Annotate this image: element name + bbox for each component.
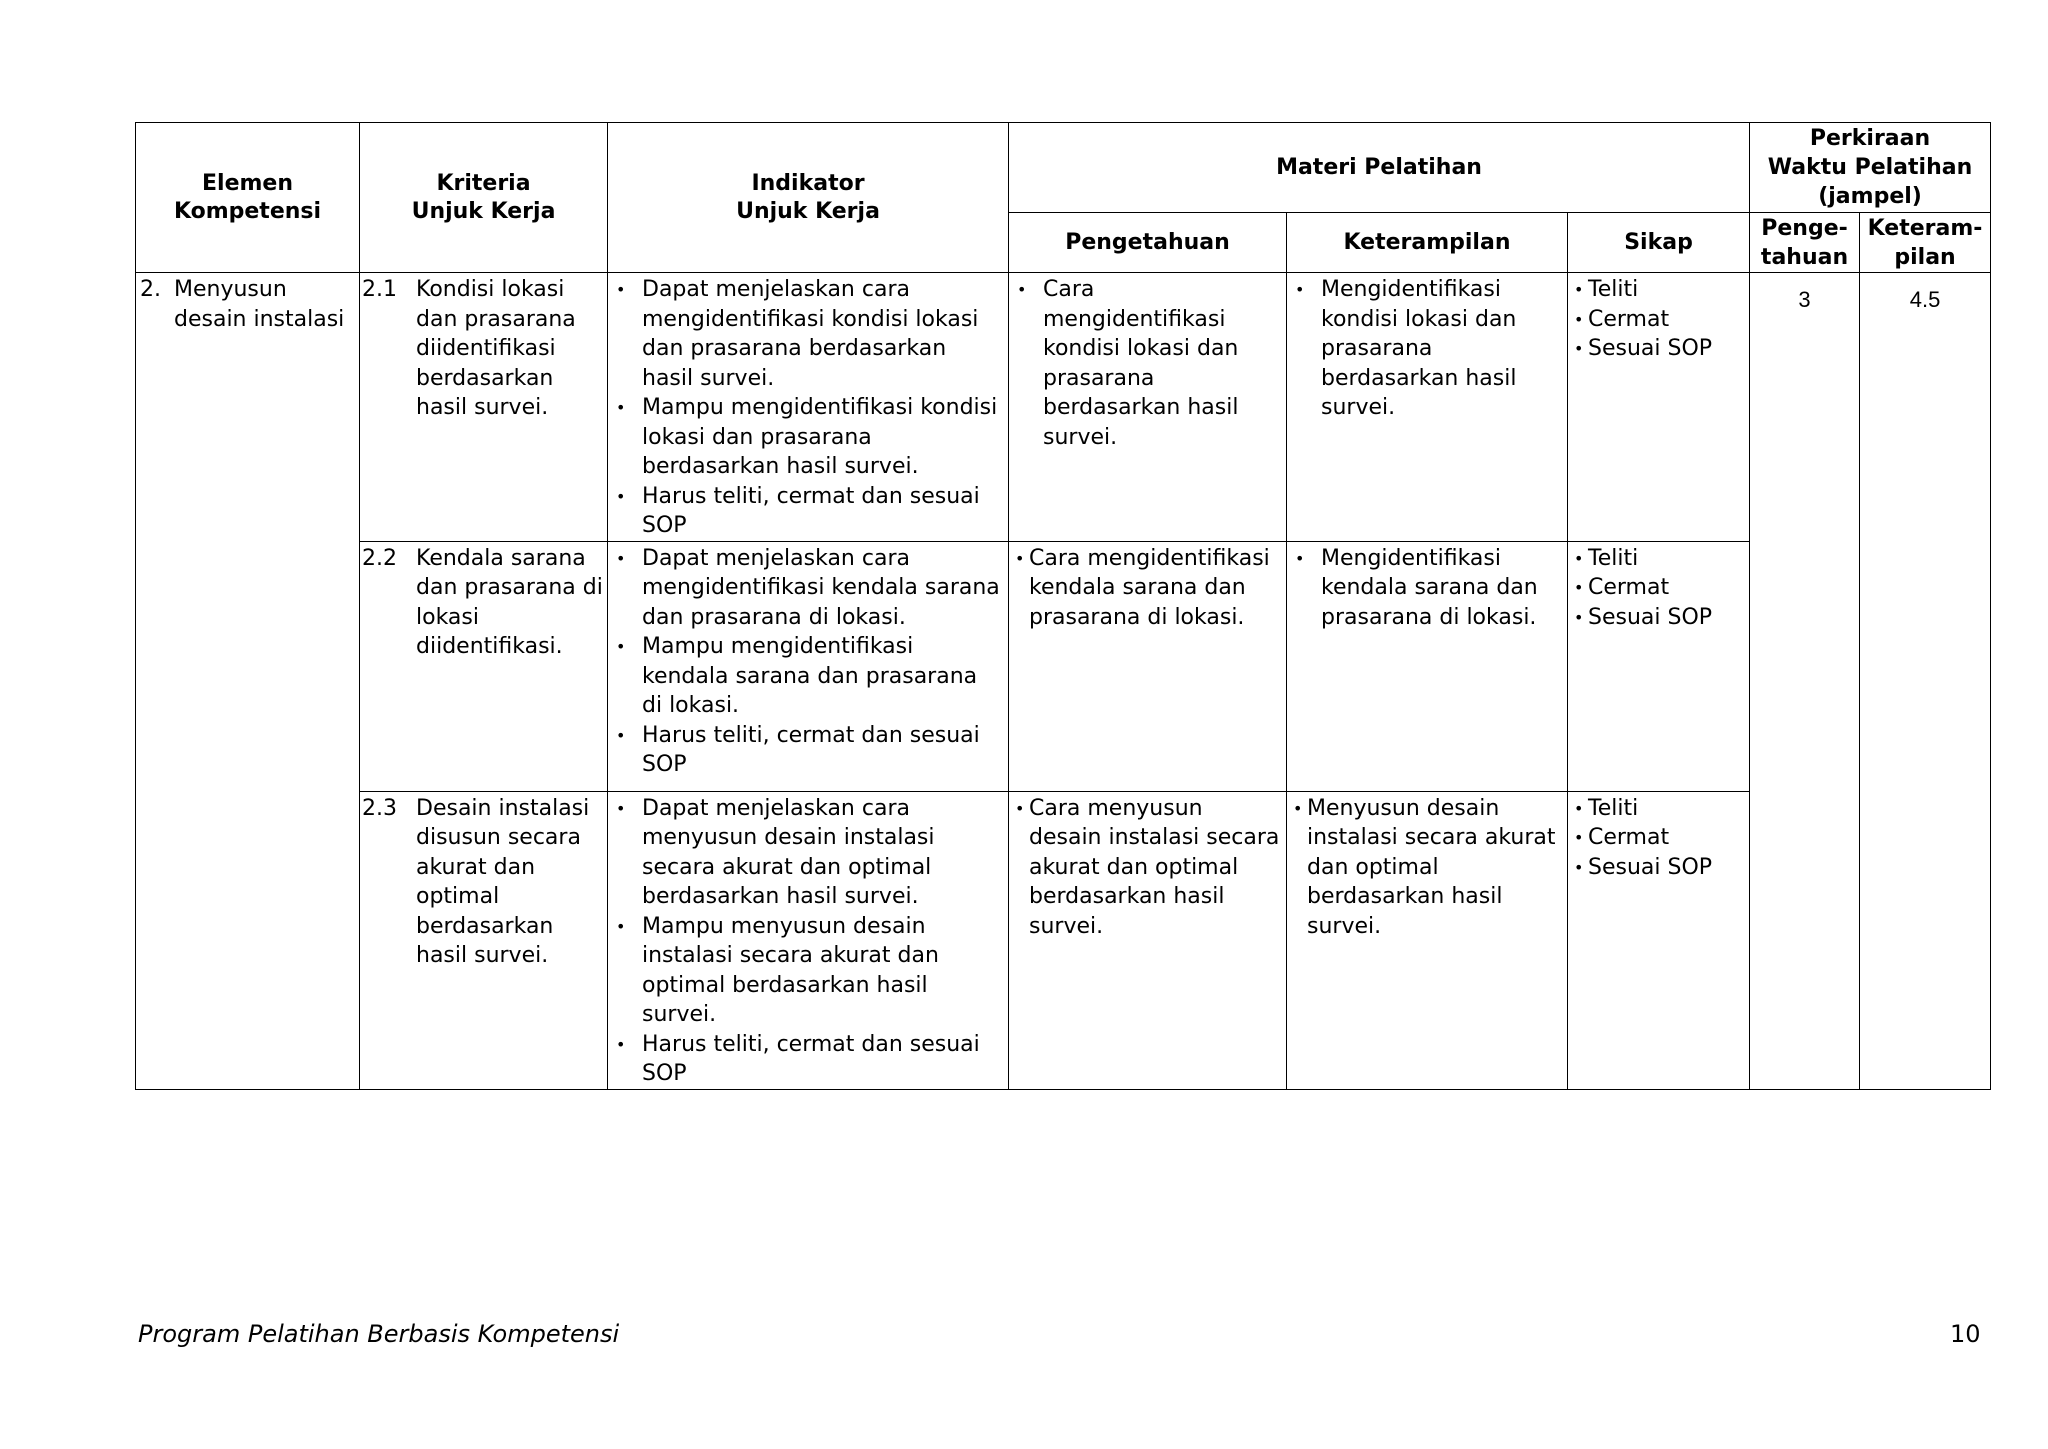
table-row — [136, 273, 1991, 542]
bullet-icon: • — [1574, 548, 1584, 568]
indikator-cell — [608, 791, 1009, 1089]
bullet-icon: • — [616, 486, 626, 506]
header-pengetahuan: Pengetahuan — [1009, 213, 1287, 273]
bullet-icon: • — [1295, 548, 1305, 568]
table-row — [136, 791, 1991, 1089]
sikap-cell — [1568, 791, 1750, 1089]
bullet-icon: • — [616, 916, 626, 936]
bullet-icon: • — [1295, 280, 1305, 299]
kuk-number: 2.2 — [362, 545, 397, 571]
header-penge-tahuan: Penge- tahuan — [1750, 213, 1860, 273]
indikator-item: • Dapat menjelaskan cara mengidentifikasi kendala sarana dan prasarana di lokasi. — [612, 544, 1004, 633]
bullet-icon: • — [1574, 857, 1584, 877]
sikap-item: • Sesuai SOP — [1572, 603, 1745, 633]
sikap-item: • Teliti — [1572, 275, 1745, 305]
indikator-item: • Harus teliti, cermat dan sesuai SOP — [612, 482, 1004, 541]
keterampilan-item: • Mengidentifikasi kendala sarana dan prasarana di lokasi. — [1291, 544, 1563, 633]
bullet-icon: • — [616, 798, 626, 818]
sikap-item: • Sesuai SOP — [1572, 853, 1745, 883]
jampel-keterampilan: 4.5 — [1860, 273, 1991, 1090]
bullet-icon: • — [1015, 798, 1025, 818]
sikap-item: • Cermat — [1572, 823, 1745, 853]
bullet-icon: • — [616, 1034, 626, 1054]
keterampilan-cell — [1287, 273, 1568, 542]
bullet-icon: • — [1574, 280, 1584, 299]
keterampilan-cell — [1287, 791, 1568, 1089]
keterampilan-cell — [1287, 541, 1568, 791]
indikator-item: • Mampu mengidentifikasi kendala sarana dan prasarana di lokasi. — [612, 632, 1004, 721]
kuk-text: Kondisi lokasi dan prasarana diidentifikasi berdasarkan hasil survei. — [416, 277, 576, 420]
bullet-icon: • — [1574, 607, 1584, 627]
bullet-icon: • — [1293, 798, 1303, 818]
bullet-icon: • — [616, 280, 626, 299]
header-sikap: Sikap — [1568, 213, 1750, 273]
sikap-item: • Sesuai SOP — [1572, 334, 1745, 364]
header-indikator: Indikator Unjuk Kerja — [608, 123, 1009, 273]
pengetahuan-item: • Cara mengidentifikasi kendala sarana dan prasarana di lokasi. — [1013, 544, 1282, 633]
elemen-cell — [136, 273, 360, 1090]
sikap-item: • Cermat — [1572, 573, 1745, 603]
page-number: 10 — [1950, 1320, 1981, 1348]
bullet-icon: • — [1574, 798, 1584, 818]
kuk-text: Desain instalasi disusun secara akurat dan optimal berdasarkan hasil survei. — [416, 795, 590, 968]
bullet-icon: • — [1574, 828, 1584, 847]
kuk-cell — [360, 791, 608, 1089]
bullet-icon: • — [616, 637, 626, 656]
kuk-cell — [360, 273, 608, 542]
sikap-item: • Cermat — [1572, 305, 1745, 335]
indikator-item: • Mampu menyusun desain instalasi secara akurat dan optimal berdasarkan hasil survei. — [612, 912, 1004, 1030]
sikap-cell — [1568, 273, 1750, 542]
jampel-pengetahuan: 3 — [1750, 273, 1860, 1090]
header-materi: Materi Pelatihan — [1009, 123, 1750, 213]
bullet-icon: • — [1015, 548, 1025, 568]
bullet-icon: • — [1017, 280, 1027, 299]
elemen-number: 2. — [140, 277, 161, 302]
pengetahuan-cell — [1009, 541, 1287, 791]
header-elemen-text: Elemen Kompetensi — [173, 170, 322, 224]
pengetahuan-item: • Cara menyusun desain instalasi secara akurat dan optimal berdasarkan hasil survei. — [1013, 794, 1282, 942]
pengetahuan-item: • Cara mengidentifikasi kondisi lokasi dan prasarana berdasarkan hasil survei. — [1013, 275, 1282, 452]
header-kriteria: Kriteria Unjuk Kerja — [360, 123, 608, 273]
bullet-icon: • — [1574, 578, 1584, 597]
bullet-icon: • — [1574, 309, 1584, 329]
bullet-icon: • — [616, 398, 626, 417]
competency-table — [135, 122, 1991, 1090]
indikator-item: • Dapat menjelaskan cara mengidentifikasi kondisi lokasi dan prasarana berdasarkan hasil survei. — [612, 275, 1004, 393]
kuk-cell — [360, 541, 608, 791]
header-elemen — [136, 123, 360, 273]
sikap-cell — [1568, 541, 1750, 791]
pengetahuan-cell — [1009, 273, 1287, 542]
indikator-item: • Harus teliti, cermat dan sesuai SOP — [612, 1030, 1004, 1089]
kuk-number: 2.3 — [362, 795, 397, 821]
bullet-icon: • — [616, 725, 626, 745]
bullet-icon: • — [1574, 339, 1584, 358]
kuk-text: Kendala sarana dan prasarana di lokasi diidentifikasi. — [416, 545, 603, 659]
keterampilan-item: • Mengidentifikasi kondisi lokasi dan prasarana berdasarkan hasil survei. — [1291, 275, 1563, 423]
footer-title: Program Pelatihan Berbasis Kompetensi — [138, 1320, 620, 1348]
header-keterampilan: Keterampilan — [1287, 213, 1568, 273]
indikator-cell — [608, 541, 1009, 791]
pengetahuan-cell — [1009, 791, 1287, 1089]
sikap-item: • Teliti — [1572, 794, 1745, 824]
header-keteram-pilan: Keteram- pilan — [1860, 213, 1991, 273]
indikator-item: • Harus teliti, cermat dan sesuai SOP — [612, 721, 1004, 780]
sikap-item: • Teliti — [1572, 544, 1745, 574]
indikator-item: • Mampu mengidentifikasi kondisi lokasi dan prasarana berdasarkan hasil survei. — [612, 393, 1004, 482]
bullet-icon: • — [616, 548, 626, 568]
kuk-number: 2.1 — [362, 277, 397, 302]
keterampilan-item: • Menyusun desain instalasi secara akurat dan optimal berdasarkan hasil survei. — [1291, 794, 1563, 942]
header-waktu: Perkiraan Waktu Pelatihan (jampel) — [1750, 123, 1991, 213]
indikator-item: • Dapat menjelaskan cara menyusun desain instalasi secara akurat dan optimal berdasarkan hasil survei. — [612, 794, 1004, 912]
indikator-cell — [608, 273, 1009, 542]
elemen-label: Menyusun desain instalasi — [174, 277, 345, 332]
table-row — [136, 541, 1991, 791]
